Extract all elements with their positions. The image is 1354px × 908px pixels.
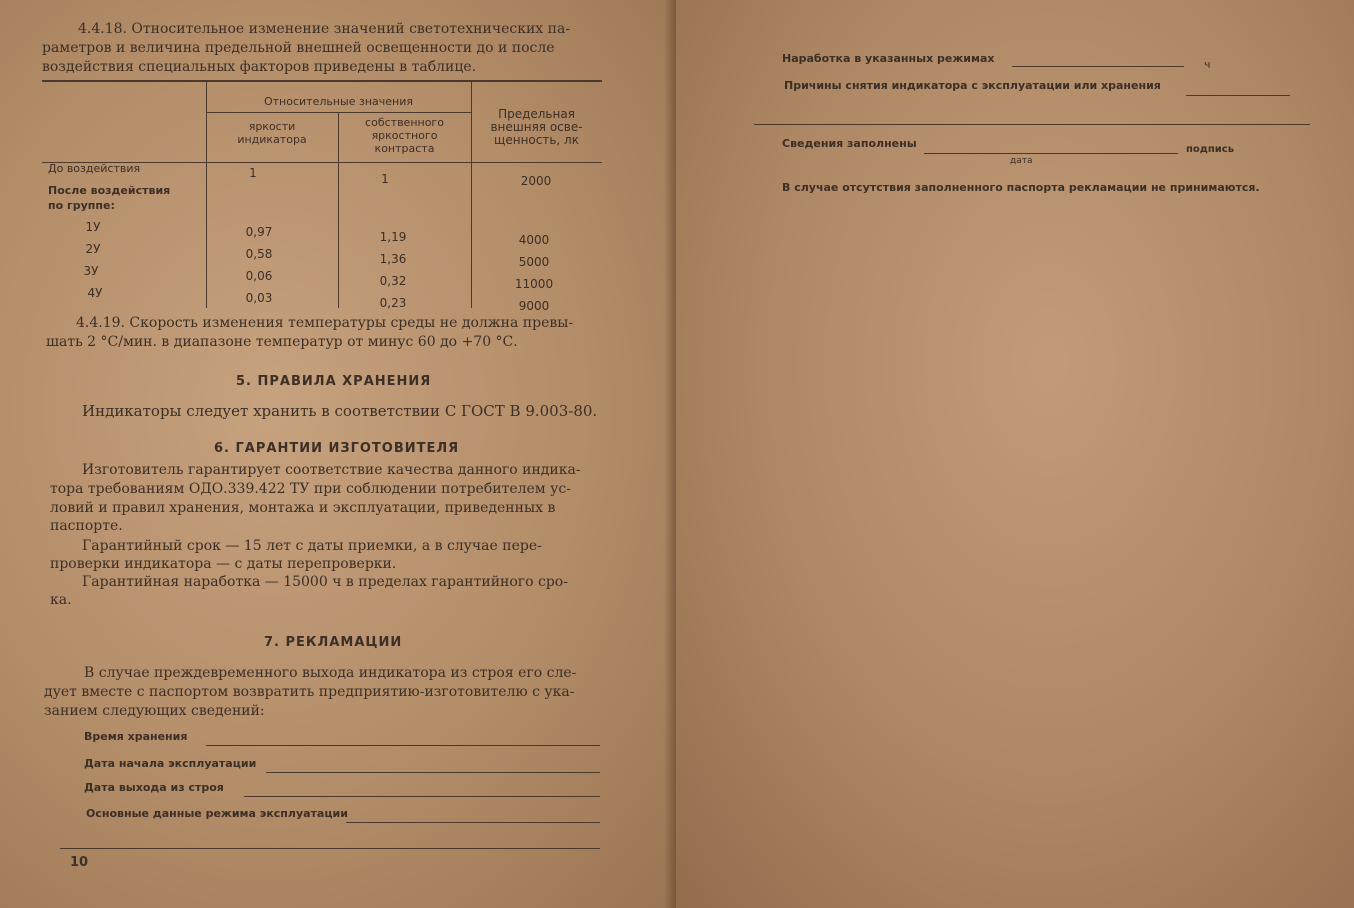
col2-header-line-2: яркостного <box>371 129 438 142</box>
section-6-line-7: Гарантийная наработка — 15000 ч в пределах гарантийного сро- <box>82 574 568 590</box>
section-6-line-6: проверки индикатора — с даты перепроверки. <box>50 556 397 572</box>
section-5-title: 5. ПРАВИЛА ХРАНЕНИЯ <box>236 374 432 389</box>
row-3-illuminance: 11000 <box>514 277 554 291</box>
removal-reason-field[interactable] <box>1186 95 1290 96</box>
col3-header-line-2: внешняя осве- <box>490 120 583 134</box>
removal-reason-field-2[interactable] <box>754 124 1310 125</box>
row-3-contrast: 0,32 <box>379 274 407 288</box>
col2-header-line-3: контраста <box>374 142 435 155</box>
para-4-4-18-line-1: 4.4.18. Относительное изменение значений светотехнических па- <box>78 21 571 37</box>
col3-header-line-3: щенность, лк <box>494 133 579 147</box>
row-after-label-1: После воздействия <box>48 184 171 197</box>
operating-time-unit: ч <box>1204 58 1211 71</box>
row-before-brightness: 1 <box>249 166 257 180</box>
table-col2-header <box>338 116 471 155</box>
right-page <box>676 0 1354 908</box>
notice-text: В случае отсутствия заполненного паспорта рекламации не принимаются. <box>782 181 1260 194</box>
removal-reason-label: Причины снятия индикатора с эксплуатации или хранения <box>784 79 1161 92</box>
section-7-line-3: занием следующих сведений: <box>44 703 265 719</box>
row-2-brightness: 0,58 <box>245 247 273 261</box>
section-6-line-8: ка. <box>50 592 72 608</box>
section-6-line-4: паспорте. <box>50 518 123 534</box>
table-col3-header <box>471 108 602 147</box>
filled-field[interactable] <box>924 153 1178 154</box>
storage-time-field[interactable] <box>206 745 600 746</box>
filled-label: Сведения заполнены <box>782 137 917 150</box>
date-label: дата <box>1010 156 1033 166</box>
section-6-line-1: Изготовитель гарантирует соответствие качества данного индика- <box>82 462 581 478</box>
section-5-text: Индикаторы следует хранить в соответствии С ГОСТ В 9.003-80. <box>82 402 598 420</box>
row-2-group: 2У <box>85 242 101 256</box>
col1-header-line-1: яркости <box>248 120 296 133</box>
row-before-contrast: 1 <box>381 172 389 186</box>
row-before-label: До воздействия <box>48 162 141 175</box>
section-6-line-5: Гарантийный срок — 15 лет с даты приемки, а в случае пере- <box>82 538 542 554</box>
page-number: 10 <box>70 855 89 870</box>
row-2-contrast: 1,36 <box>379 252 407 266</box>
storage-time-label: Время хранения <box>84 730 188 743</box>
col1-header-line-2: индикатора <box>237 133 307 146</box>
row-4-group: 4У <box>87 286 103 300</box>
operation-start-date-label: Дата начала эксплуатации <box>84 757 257 770</box>
para-4-4-19-line-2: шать 2 °С/мин. в диапазоне температур от минус 60 до +70 °С. <box>46 334 518 350</box>
row-1-group: 1У <box>85 220 101 234</box>
section-7-title: 7. РЕКЛАМАЦИИ <box>264 635 403 650</box>
table-top-rule <box>42 80 602 82</box>
row-2-illuminance: 5000 <box>518 255 550 269</box>
bottom-rule <box>60 848 600 849</box>
table-col1-header <box>206 120 338 146</box>
row-1-brightness: 0,97 <box>245 225 273 239</box>
para-4-4-19-line-1: 4.4.19. Скорость изменения температуры среды не должна превы- <box>76 315 574 331</box>
para-4-4-18-line-3: воздействия специальных факторов приведены в таблице. <box>42 59 477 75</box>
row-3-group: 3У <box>83 264 99 278</box>
operating-time-field[interactable] <box>1012 66 1184 67</box>
operating-mode-field[interactable] <box>346 822 600 823</box>
section-7-line-2: дует вместе с паспортом возвратить предприятию-изготовителю с ука- <box>44 684 575 700</box>
operating-time-label: Наработка в указанных режимах <box>782 52 995 65</box>
row-after-label-2: по группе: <box>48 199 115 212</box>
signature-label: подпись <box>1186 144 1235 155</box>
col3-header-line-1: Предельная <box>498 107 575 121</box>
table-group-rule <box>206 112 471 113</box>
row-1-illuminance: 4000 <box>518 233 550 247</box>
row-before-illuminance: 2000 <box>520 174 552 188</box>
col2-header-line-1: собственного <box>365 116 444 129</box>
table-vline-1 <box>206 82 207 308</box>
row-3-brightness: 0,06 <box>245 269 273 283</box>
left-page <box>0 0 676 908</box>
section-6-line-2: тора требованиям ОДО.339.422 ТУ при соблюдении потребителем ус- <box>50 481 571 497</box>
row-1-contrast: 1,19 <box>379 230 407 244</box>
para-4-4-18-line-2: раметров и величина предельной внешней освещенности до и после <box>42 40 555 56</box>
section-7-line-1: В случае преждевременного выхода индикатора из строя его сле- <box>84 665 577 681</box>
row-4-brightness: 0,03 <box>245 291 273 305</box>
row-4-illuminance: 9000 <box>518 299 550 313</box>
section-6-line-3: ловий и правил хранения, монтажа и эксплуатации, приведенных в <box>50 500 556 516</box>
section-6-title: 6. ГАРАНТИИ ИЗГОТОВИТЕЛЯ <box>214 441 460 456</box>
failure-date-field[interactable] <box>244 796 600 797</box>
failure-date-label: Дата выхода из строя <box>84 781 224 794</box>
operating-mode-label: Основные данные режима эксплуатации <box>86 807 348 820</box>
table-group-header: Относительные значения <box>263 95 414 108</box>
operation-start-date-field[interactable] <box>266 772 600 773</box>
row-4-contrast: 0,23 <box>379 296 407 310</box>
